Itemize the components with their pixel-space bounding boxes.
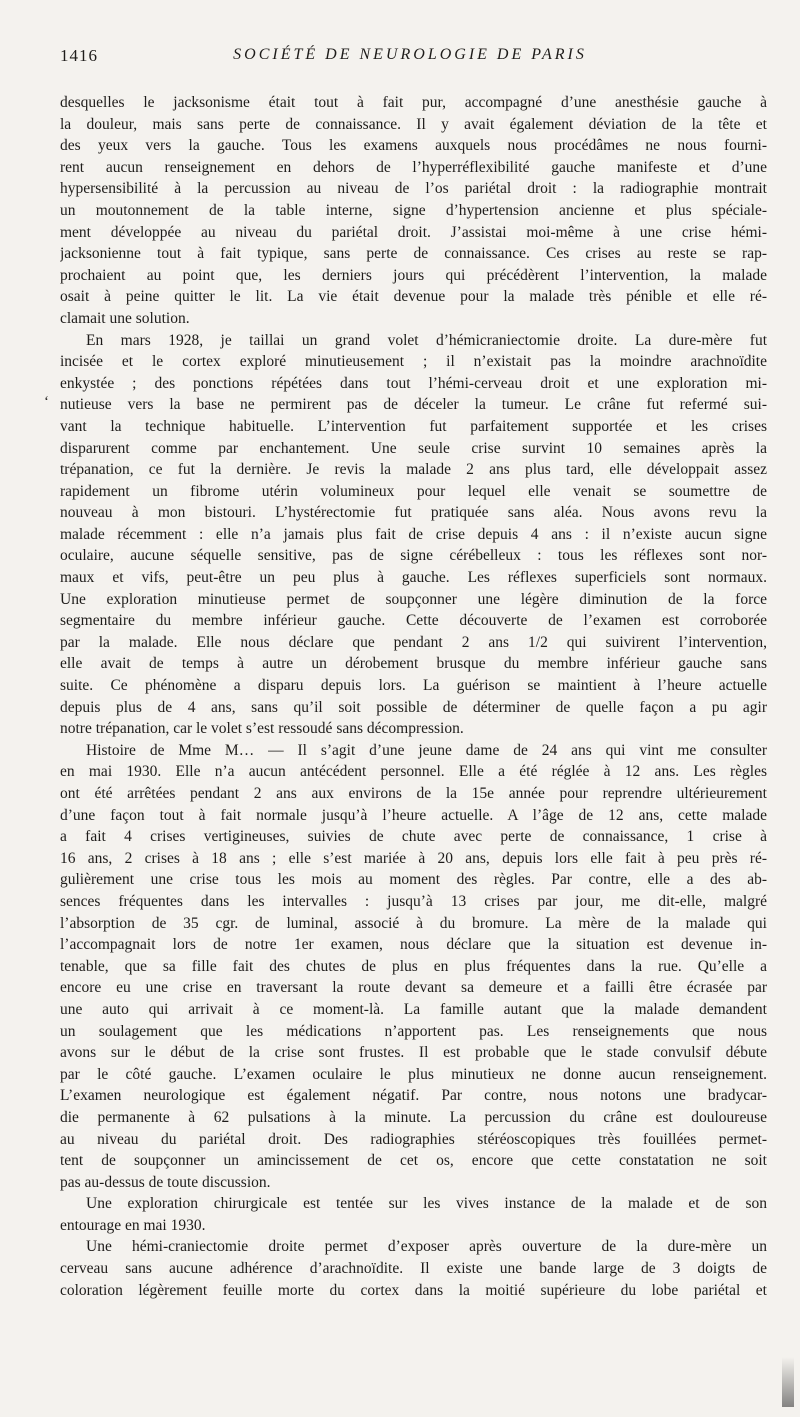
text-line: die permanente à 62 pulsations à la minute. La percussion du crâne est douloureuse <box>60 1108 767 1126</box>
text-line: un soulagement que les médications n’apportent pas. Les renseignements que nous <box>60 1022 767 1040</box>
text-line: pas au-dessus de toute discussion. <box>60 1173 271 1191</box>
text-line: coloration légèrement feuille morte du cortex dans la moitié supérieure du lobe pariétal et <box>60 1281 767 1299</box>
text-line: tenable, que sa fille fait des chutes de plus en plus fréquentes dans la rue. Qu’elle a <box>60 957 767 975</box>
text-line: par la malade. Elle nous déclare que pendant 2 ans 1/2 qui suivirent l’intervention, <box>60 633 767 651</box>
text-line: en mai 1930. Elle n’a aucun antécédent personnel. Elle a été réglée à 12 ans. Les règles <box>60 763 767 781</box>
text-line: clamait une solution. <box>60 309 190 327</box>
text-line: nouveau à mon bistouri. L’hystérectomie fut pratiquée sans aléa. Nous avons revu la <box>60 504 767 522</box>
text-line: ont été arrêtées pendant 2 ans aux environs de la 15e année pour reprendre ultérieurement <box>60 785 767 802</box>
text-line: avons sur le début de la crise sont frustes. Il est probable que le stade convulsif débute <box>60 1044 767 1062</box>
text-line: suite. Ce phénomène a disparu depuis lors. La guérison se maintient à l’heure actuelle <box>60 677 767 695</box>
page-number: 1416 <box>60 46 98 65</box>
text-line: sences fréquentes dans les intervalles : jusqu’à 13 crises par jour, me dit-elle, malgré <box>60 892 767 910</box>
text-line: incisée et le cortex exploré minutieusement ; il n’existait pas la moindre arachnoïdite <box>60 353 767 371</box>
text-line: segmentaire du membre inférieur gauche. Cette découverte de l’examen est corroborée <box>60 612 767 630</box>
text-line: vant la technique habituelle. L’intervention fut parfaitement supportée et les crises <box>60 417 767 435</box>
text-line: hypersensibilité à la percussion au niveau de l’os pariétal droit : la radiographie montrait <box>60 180 767 198</box>
paragraph-start-line: En mars 1928, je taillai un grand volet d’hémicraniectomie droite. La dure-mère fut <box>86 331 767 349</box>
text-line: la douleur, mais sans perte de connaissance. Il y avait également déviation de la tête et <box>60 115 767 133</box>
text-line: l’absorption de 35 cgr. de luminal, associé à du bromure. La mère de la malade qui <box>60 914 767 932</box>
text-line: au niveau du pariétal droit. Des radiographies stéréoscopiques très fouillées permet- <box>60 1130 767 1148</box>
paragraph-start-line: Une exploration chirurgicale est tentée sur les vives instance de la malade et de son <box>86 1195 767 1213</box>
text-line: enkystée ; des ponctions répétées dans tout l’hémi-cerveau droit et une exploration mi- <box>60 374 767 392</box>
page-header <box>60 46 760 70</box>
text-line: des yeux vers la gauche. Tous les examens auxquels nous procédâmes ne nous fourni- <box>60 137 767 155</box>
text-line: maux et vifs, peut-être un peu plus à gauche. Les réflexes superficiels sont normaux. <box>60 569 767 587</box>
paragraph-start-line: Histoire de Mme M… — Il s’agit d’une jeune dame de 24 ans qui vint me consulter <box>86 741 767 759</box>
text-line: d’une façon tout à fait normale jusqu’à l’heure actuelle. A l’âge de 12 ans, cette malade <box>60 806 767 824</box>
text-line: une auto qui arrivait à ce moment-là. La famille autant que la malade demandent <box>60 1000 767 1018</box>
page-edge-shadow <box>782 1357 794 1407</box>
margin-mark: ‘ <box>44 394 49 410</box>
text-line: ment développée au niveau du pariétal droit. J’assistai moi-même à une crise hémi- <box>60 223 767 241</box>
text-line: osait à peine quitter le lit. La vie était devenue pour la malade très pénible et elle ré- <box>60 288 767 306</box>
text-line: disparurent comme par enchantement. Une seule crise survint 10 semaines après la <box>60 439 767 457</box>
body-text <box>60 92 767 1301</box>
text-line: elle avait de temps à autre un dérobement brusque du membre inférieur gauche sans <box>60 655 767 673</box>
text-line: desquelles le jacksonisme était tout à fait pur, accompagné d’une anesthésie gauche à <box>60 94 767 111</box>
text-line: rent aucun renseignement en dehors de l’hyperréflexibilité gauche manifeste et d’une <box>60 158 767 176</box>
running-title: SOCIÉTÉ DE NEUROLOGIE DE PARIS <box>233 46 587 63</box>
text-line: un moutonnement de la table interne, signe d’hypertension ancienne et plus spéciale- <box>60 201 767 219</box>
text-line: nutieuse vers la base ne permirent pas de déceler la tumeur. Le crâne fut refermé sui- <box>60 396 767 414</box>
text-line: rapidement un fibrome utérin volumineux pour lequel elle venait se soumettre de <box>60 482 767 500</box>
text-line: notre trépanation, car le volet s’est ressoudé sans décompression. <box>60 720 464 738</box>
text-line: par le côté gauche. L’examen oculaire le plus minutieux ne donne aucun renseignement. <box>60 1065 767 1083</box>
text-line: l’accompagnait lors de notre 1er examen, nous déclare que la situation est devenue in- <box>60 936 767 954</box>
text-line: L’examen neurologique est également négatif. Par contre, nous notons une bradycar- <box>60 1087 767 1105</box>
text-line: a fait 4 crises vertigineuses, suivies de chute avec perte de connaissance, 1 crise à <box>60 828 767 846</box>
text-line: oculaire, aucune séquelle sensitive, pas de signe cérébelleux : tous les réflexes sont nor- <box>60 547 767 565</box>
text-line: prochaient au point que, les derniers jours qui précédèrent l’intervention, la malade <box>60 266 767 284</box>
text-line: cerveau sans aucune adhérence d’arachnoïdite. Il existe une bande large de 3 doigts de <box>60 1260 767 1278</box>
text-line: depuis plus de 4 ans, sans qu’il soit possible de déterminer de quelle façon a pu agir <box>60 698 767 716</box>
text-line: jacksonienne tout à fait typique, sans perte de connaissance. Ces crises au reste se rap- <box>60 245 767 263</box>
text-line: encore eu une crise en traversant la route devant sa demeure et a failli être écrasée par <box>60 979 767 997</box>
text-line: entourage en mai 1930. <box>60 1216 206 1234</box>
text-line: 16 ans, 2 crises à 18 ans ; elle s’est mariée à 20 ans, depuis lors elle fait à peu près ré- <box>60 849 767 867</box>
paragraph-start-line: Une hémi-craniectomie droite permet d’exposer après ouverture de la dure-mère un <box>86 1238 767 1256</box>
text-line: tent de soupçonner un amincissement de cet os, encore que cette constatation ne soit <box>60 1152 767 1170</box>
text-line: malade récemment : elle n’a jamais plus fait de crise depuis 4 ans : il n’existe aucun signe <box>60 525 767 543</box>
text-line: gulièrement une crise tous les mois au moment des règles. Par contre, elle a des ab- <box>60 871 767 889</box>
text-line: Une exploration minutieuse permet de soupçonner une légère diminution de la force <box>60 590 767 608</box>
text-line: trépanation, ce fut la dernière. Je revis la malade 2 ans plus tard, elle développait assez <box>60 461 767 479</box>
